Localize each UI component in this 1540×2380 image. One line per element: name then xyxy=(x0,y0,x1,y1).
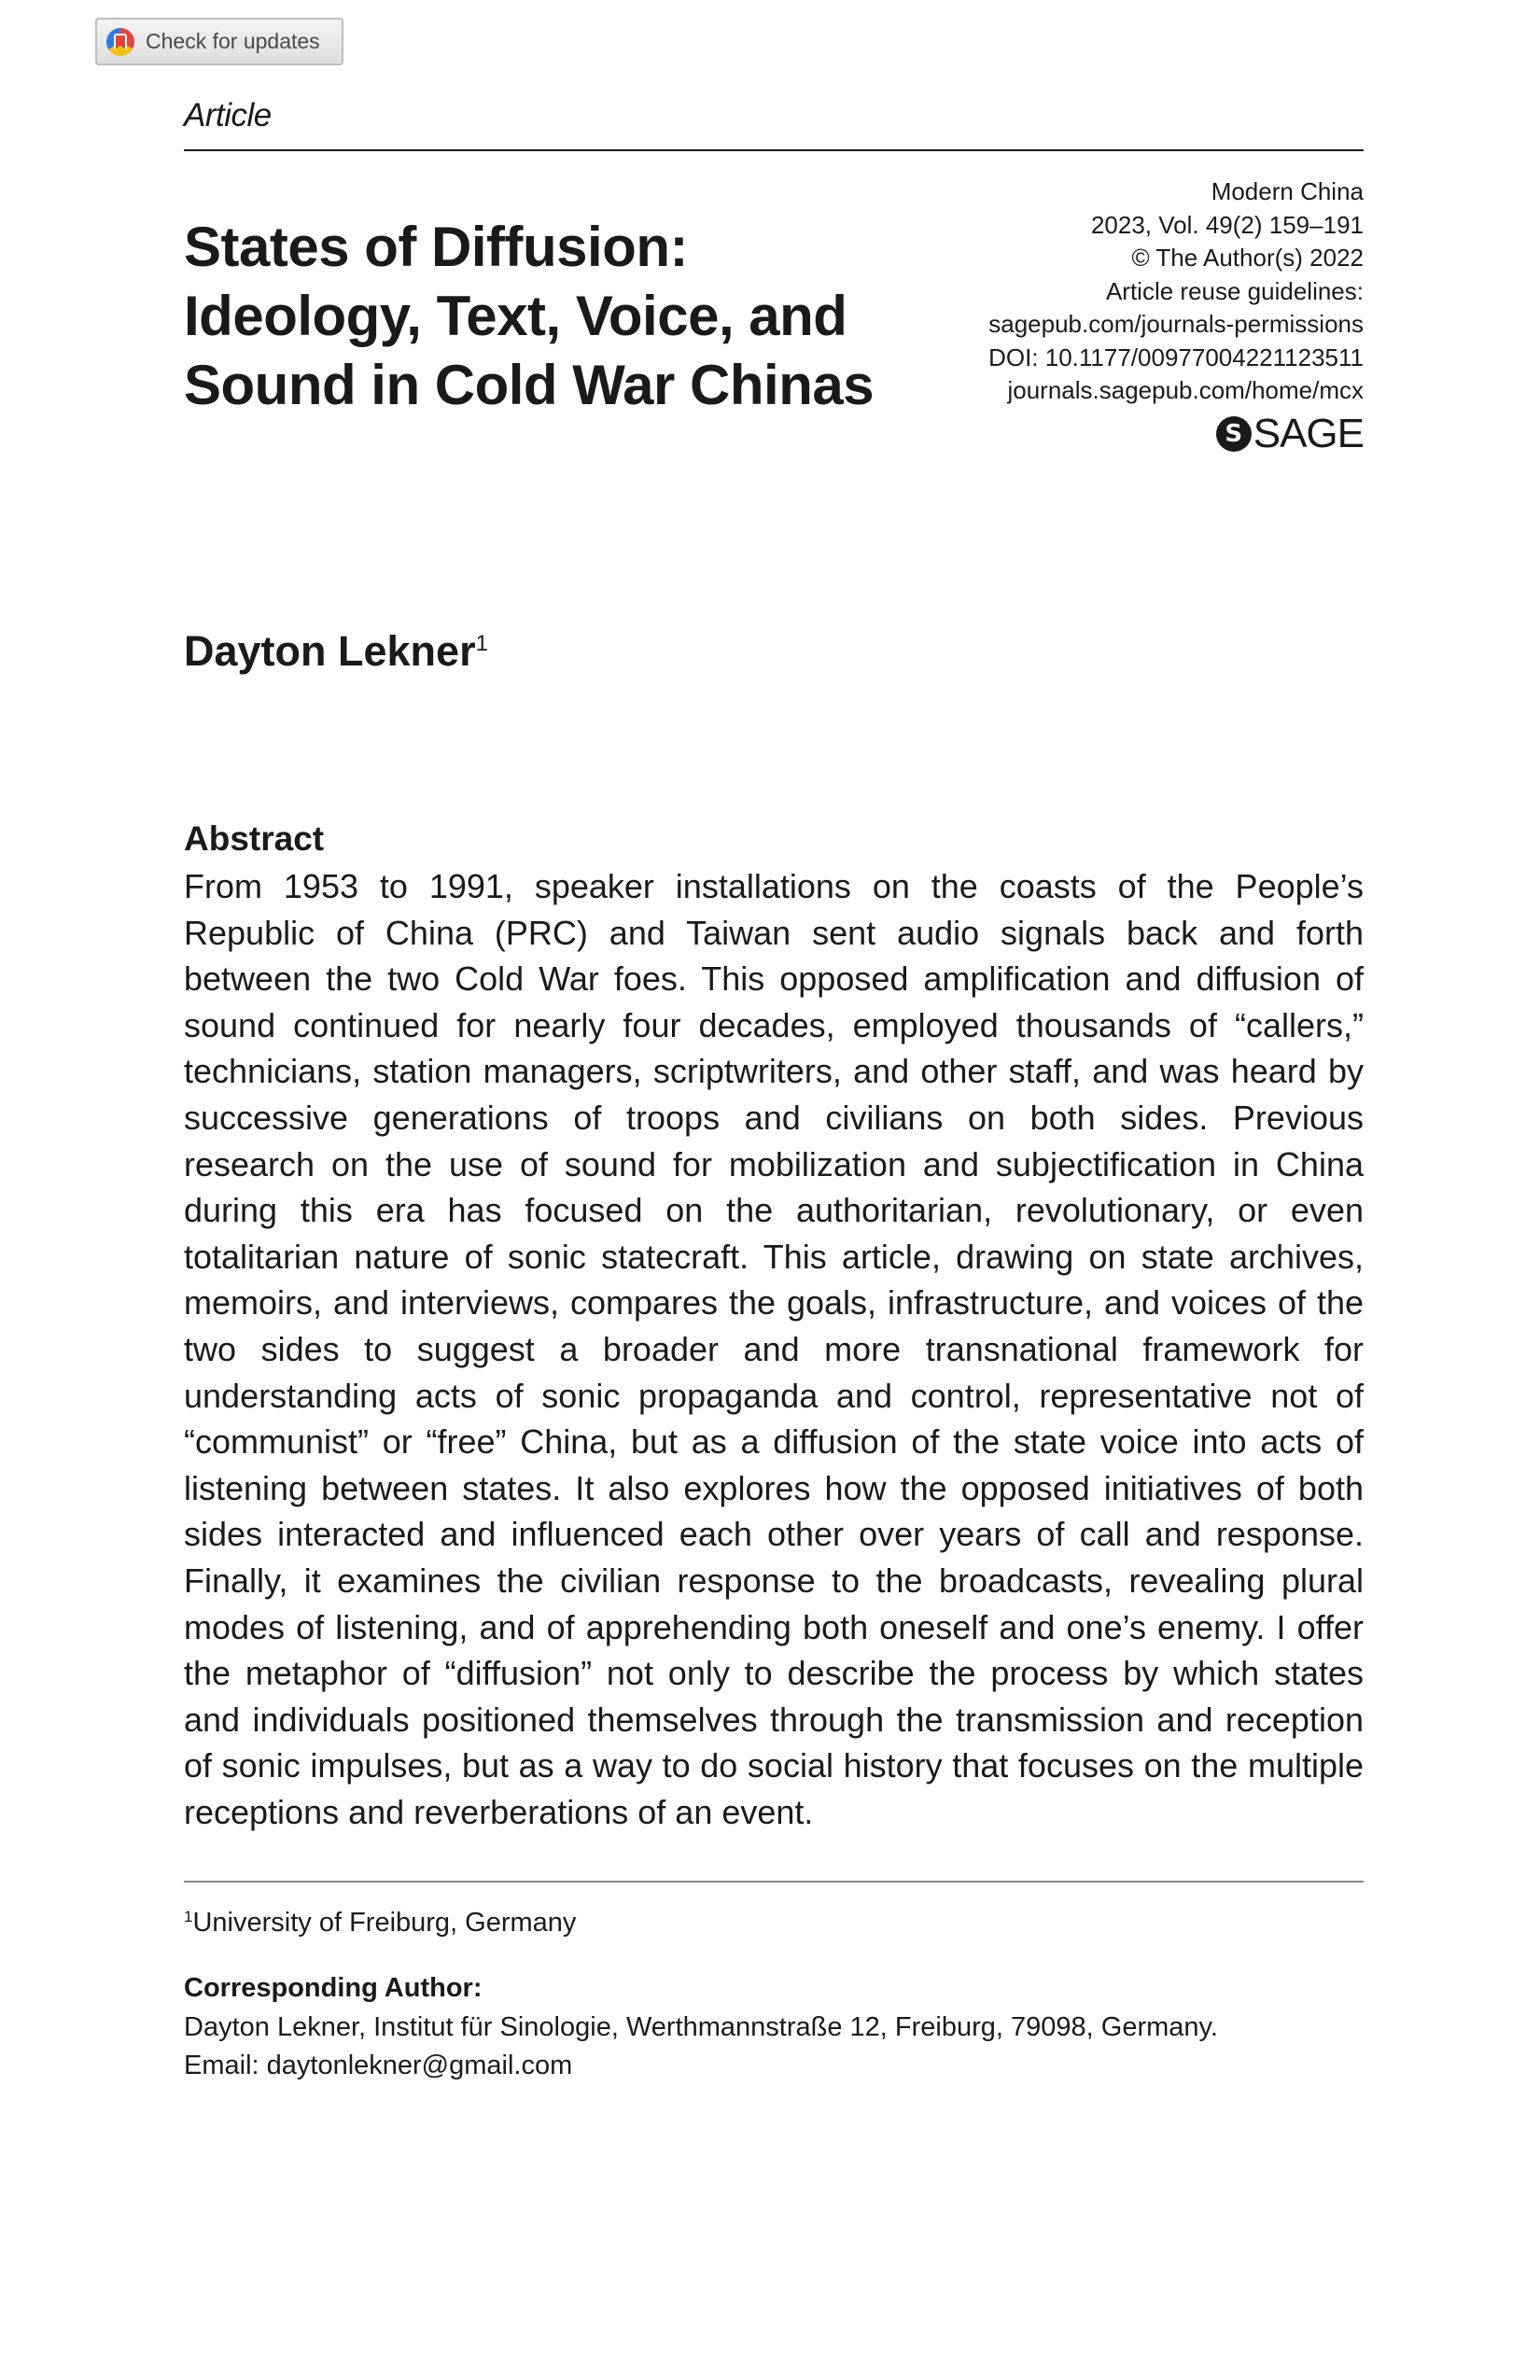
sage-logo xyxy=(1216,413,1364,455)
abstract-body: From 1953 to 1991, speaker installations on the coasts of the People’s Republic of China (PRC) and Taiwan sent audio signals back and forth between the two Cold War foes. This opposed amplification and diffusion of sound continued for nearly four decades, employed thousands of “callers,” technicians, station managers, scriptwriters, and other staff, and was heard by successive generations of troops and civilians on both sides. Previous research on the use of sound for mobilization and subjectification in China during this era has focused on the authoritarian, revolutionary, or even totalitarian nature of sonic statecraft. This article, drawing on state archives, memoirs, and interviews, compares the goals, infrastructure, and voices of the two sides to suggest a broader and more transnational framework for understanding acts of sonic propaganda and control, representative not of “communist” or “free” China, but as a diffusion of the state voice into acts of listening between states. It also explores how the opposed initiatives of both sides interacted and influenced each other over years of call and response. Finally, it examines the civilian response to the broadcasts, revealing plural modes of listening, and of apprehending both oneself and one’s enemy. I offer the metaphor of “diffusion” not only to describe the process by which states and individuals positioned themselves through the transmission and reception of sonic impulses, but as a way to do social history that focuses on the multiple receptions and reverberations of an event. xyxy=(184,867,1364,1831)
article-title: States of Diffusion: Ideology, Text, Voice, and Sound in Cold War Chinas xyxy=(184,216,875,416)
permissions-link[interactable]: sagepub.com/journals-permissions xyxy=(988,310,1364,338)
copyright-notice: © The Author(s) 2022 xyxy=(1131,244,1364,272)
sage-logo-text: SAGE xyxy=(1253,411,1364,456)
sage-logo-icon: S xyxy=(1216,416,1252,452)
corresponding-author-heading: Corresponding Author: xyxy=(184,1973,483,2003)
affiliation-footnote xyxy=(184,1908,576,1939)
check-for-updates-button[interactable] xyxy=(95,18,343,65)
author-affiliation-mark: 1 xyxy=(475,631,488,656)
check-for-updates-label: Check for updates xyxy=(146,29,320,53)
journal-name: Modern China xyxy=(1211,177,1364,205)
header-rule xyxy=(184,149,1364,151)
journal-home-link[interactable]: journals.sagepub.com/home/mcx xyxy=(1007,376,1364,404)
footnote-rule xyxy=(184,1881,1364,1883)
author-name xyxy=(184,627,488,676)
reuse-guidelines-label: Article reuse guidelines: xyxy=(1105,276,1364,305)
author-name-text: Dayton Lekner xyxy=(184,627,476,675)
article-type-label: Article xyxy=(184,97,272,133)
abstract-heading: Abstract xyxy=(184,819,325,858)
journal-issue: 2023, Vol. 49(2) 159–191 xyxy=(1090,210,1364,239)
journal-metadata xyxy=(897,175,1364,408)
affiliation-footnote-mark: 1 xyxy=(184,1908,193,1925)
doi-link[interactable]: DOI: 10.1177/00977004221123511 xyxy=(988,343,1364,371)
affiliation-text: University of Freiburg, Germany xyxy=(192,1908,577,1938)
corresponding-author-address: Dayton Lekner, Institut für Sinologie, Werthmannstraße 12, Freiburg, 79098, Germany. xyxy=(184,2012,1218,2042)
crossmark-bookmark-icon xyxy=(106,28,134,56)
corresponding-author-email[interactable]: Email: daytonlekner@gmail.com xyxy=(184,2051,573,2080)
